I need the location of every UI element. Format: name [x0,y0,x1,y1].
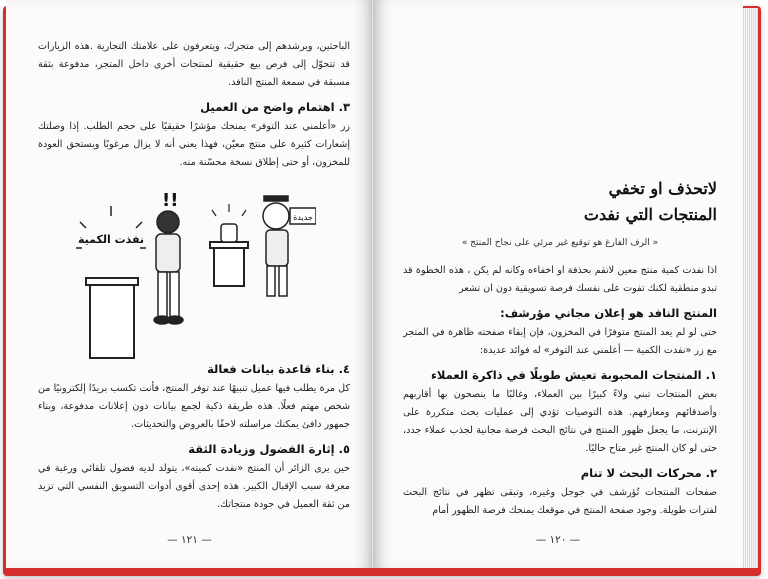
section-4-heading: ٤. بناء قاعدة بيانات فعالة [207,362,350,376]
section-3-text: زر «أعلمني عند التوفر» يمنحك مؤشرًا حقيقيًا على حجم الطلب. إذا وصلتك إشعارات كثيرة على منتج معيّن، فهذا يعني أنه لا يزال مرغوبًا ويستحق العودة للمخزون، أو حتى إطلاق نسخة محسّنة منه. [38,121,350,168]
chapter-quote: « الرف الفارغ هو توقيع غير مرئي على نجاح المنتج » [461,238,659,248]
section-1-text: بعض المنتجات تبني ولاءً كبيرًا بين العملاء، وغالبًا ما ينصحون بها أقاربهم وأصدقائهم ومعارفهم. هذه التوصيات تؤدي إلى عمليات بحث متكررة على الإنترنت، ما يجعل ظهور المنتج في نتائج البحث فرصة مجانية لجذب عملاء جدد، حتى لو كان المنتج غير متاح حاليًا. [403,389,717,454]
perfume-bottle-icon [221,224,237,242]
section-3-heading: ٣. اهتمام واضح من العميل [200,100,350,114]
chapter-title-line-2: المنتجات التي نفدت [583,205,717,224]
perfume-pedestal [214,246,244,286]
section-5-text: حين يرى الزائر أن المنتج «نفدت كميته»، يتولد لديه فضول تلقائي ورغبة في معرفة سبب الإقبال الكبير. هذه إحدى أقوى أدوات التسويق النفسي التي تزيد من ثقة العميل في جودة منتجاتك. [38,463,350,510]
section-5-heading: ٥. إثارة الفضول وزيادة الثقة [188,442,350,456]
right-page [373,0,743,568]
cat-salesman-figure [263,196,289,296]
right-page-number: — ١٢٠ — [535,534,581,546]
empty-pedestal [90,283,134,358]
section-4-text: كل مرة يطلب فيها عميل تنبيهًا عند توفر المنتج، فأنت تكسب بريدًا إلكترونيًا من شخص مهتم فعلًا. هذه طريقة ذكية لجمع بيانات دون إعلانات مدفوعة، وبناء جمهور دافئ يمكنك مراسلته لاحقًا بالعروض والتحديثات. [38,383,350,430]
left-intro-paragraph: الباحثين، ويرشدهم إلى متجرك، ويتعرفون على علامتك التجارية .هذه الزيارات قد تتحوّل إلى فرص بيع حقيقية لمنتجات أخرى داخل المتجر، مدفوعة بثقة مسبقة في سمعة المنتج النافد. [38,41,350,88]
free-ad-text: حتى لو لم يعد المنتج متوفرًا في المخزون، فإن إبقاء صفحته ظاهرة في المتجر مع زر «نفدت الكمية — أعلمني عند التوفر» له فوائد عديدة: [403,327,717,356]
chapter-title-line-1: لاتحذف او تخفي [608,179,717,198]
new-sign-label: جديدة [293,213,313,222]
boy-figure [154,211,183,324]
right-page-text [403,176,717,526]
right-intro-paragraph: اذا نفدت كمية منتج معين لاتقم بحذفة او اخفاءه وكانه لم يكن ، هذه الخطوة قد تبدو منطقية لكنك تفوت على نفسك فرصة تسويقية دون ان تشعر [403,265,717,294]
left-page [6,0,373,568]
sold-out-illustration [76,188,316,368]
svg-text:!!: !! [162,190,179,211]
left-page-number: — ١٢١ — [167,534,212,546]
section-2-text: صفحات المنتجات تُؤرشف في جوجل وغيره، وتبقى تظهر في نتائج البحث لفترات طويلة. وجود صفحة المنتج في موقعك يمنحك فرصة الظهور أمام [403,487,717,516]
section-2-heading: ٢. محركات البحث لا تنام [580,466,717,480]
free-ad-heading: المنتج النافد هو إعلان مجاني مؤرشف: [500,306,717,320]
section-1-heading: ١. المنتجات المحبوبة تعيش طويلًا في ذاكرة العملاء [431,368,717,382]
pedestal-label: نفذت الكمية [77,233,145,246]
